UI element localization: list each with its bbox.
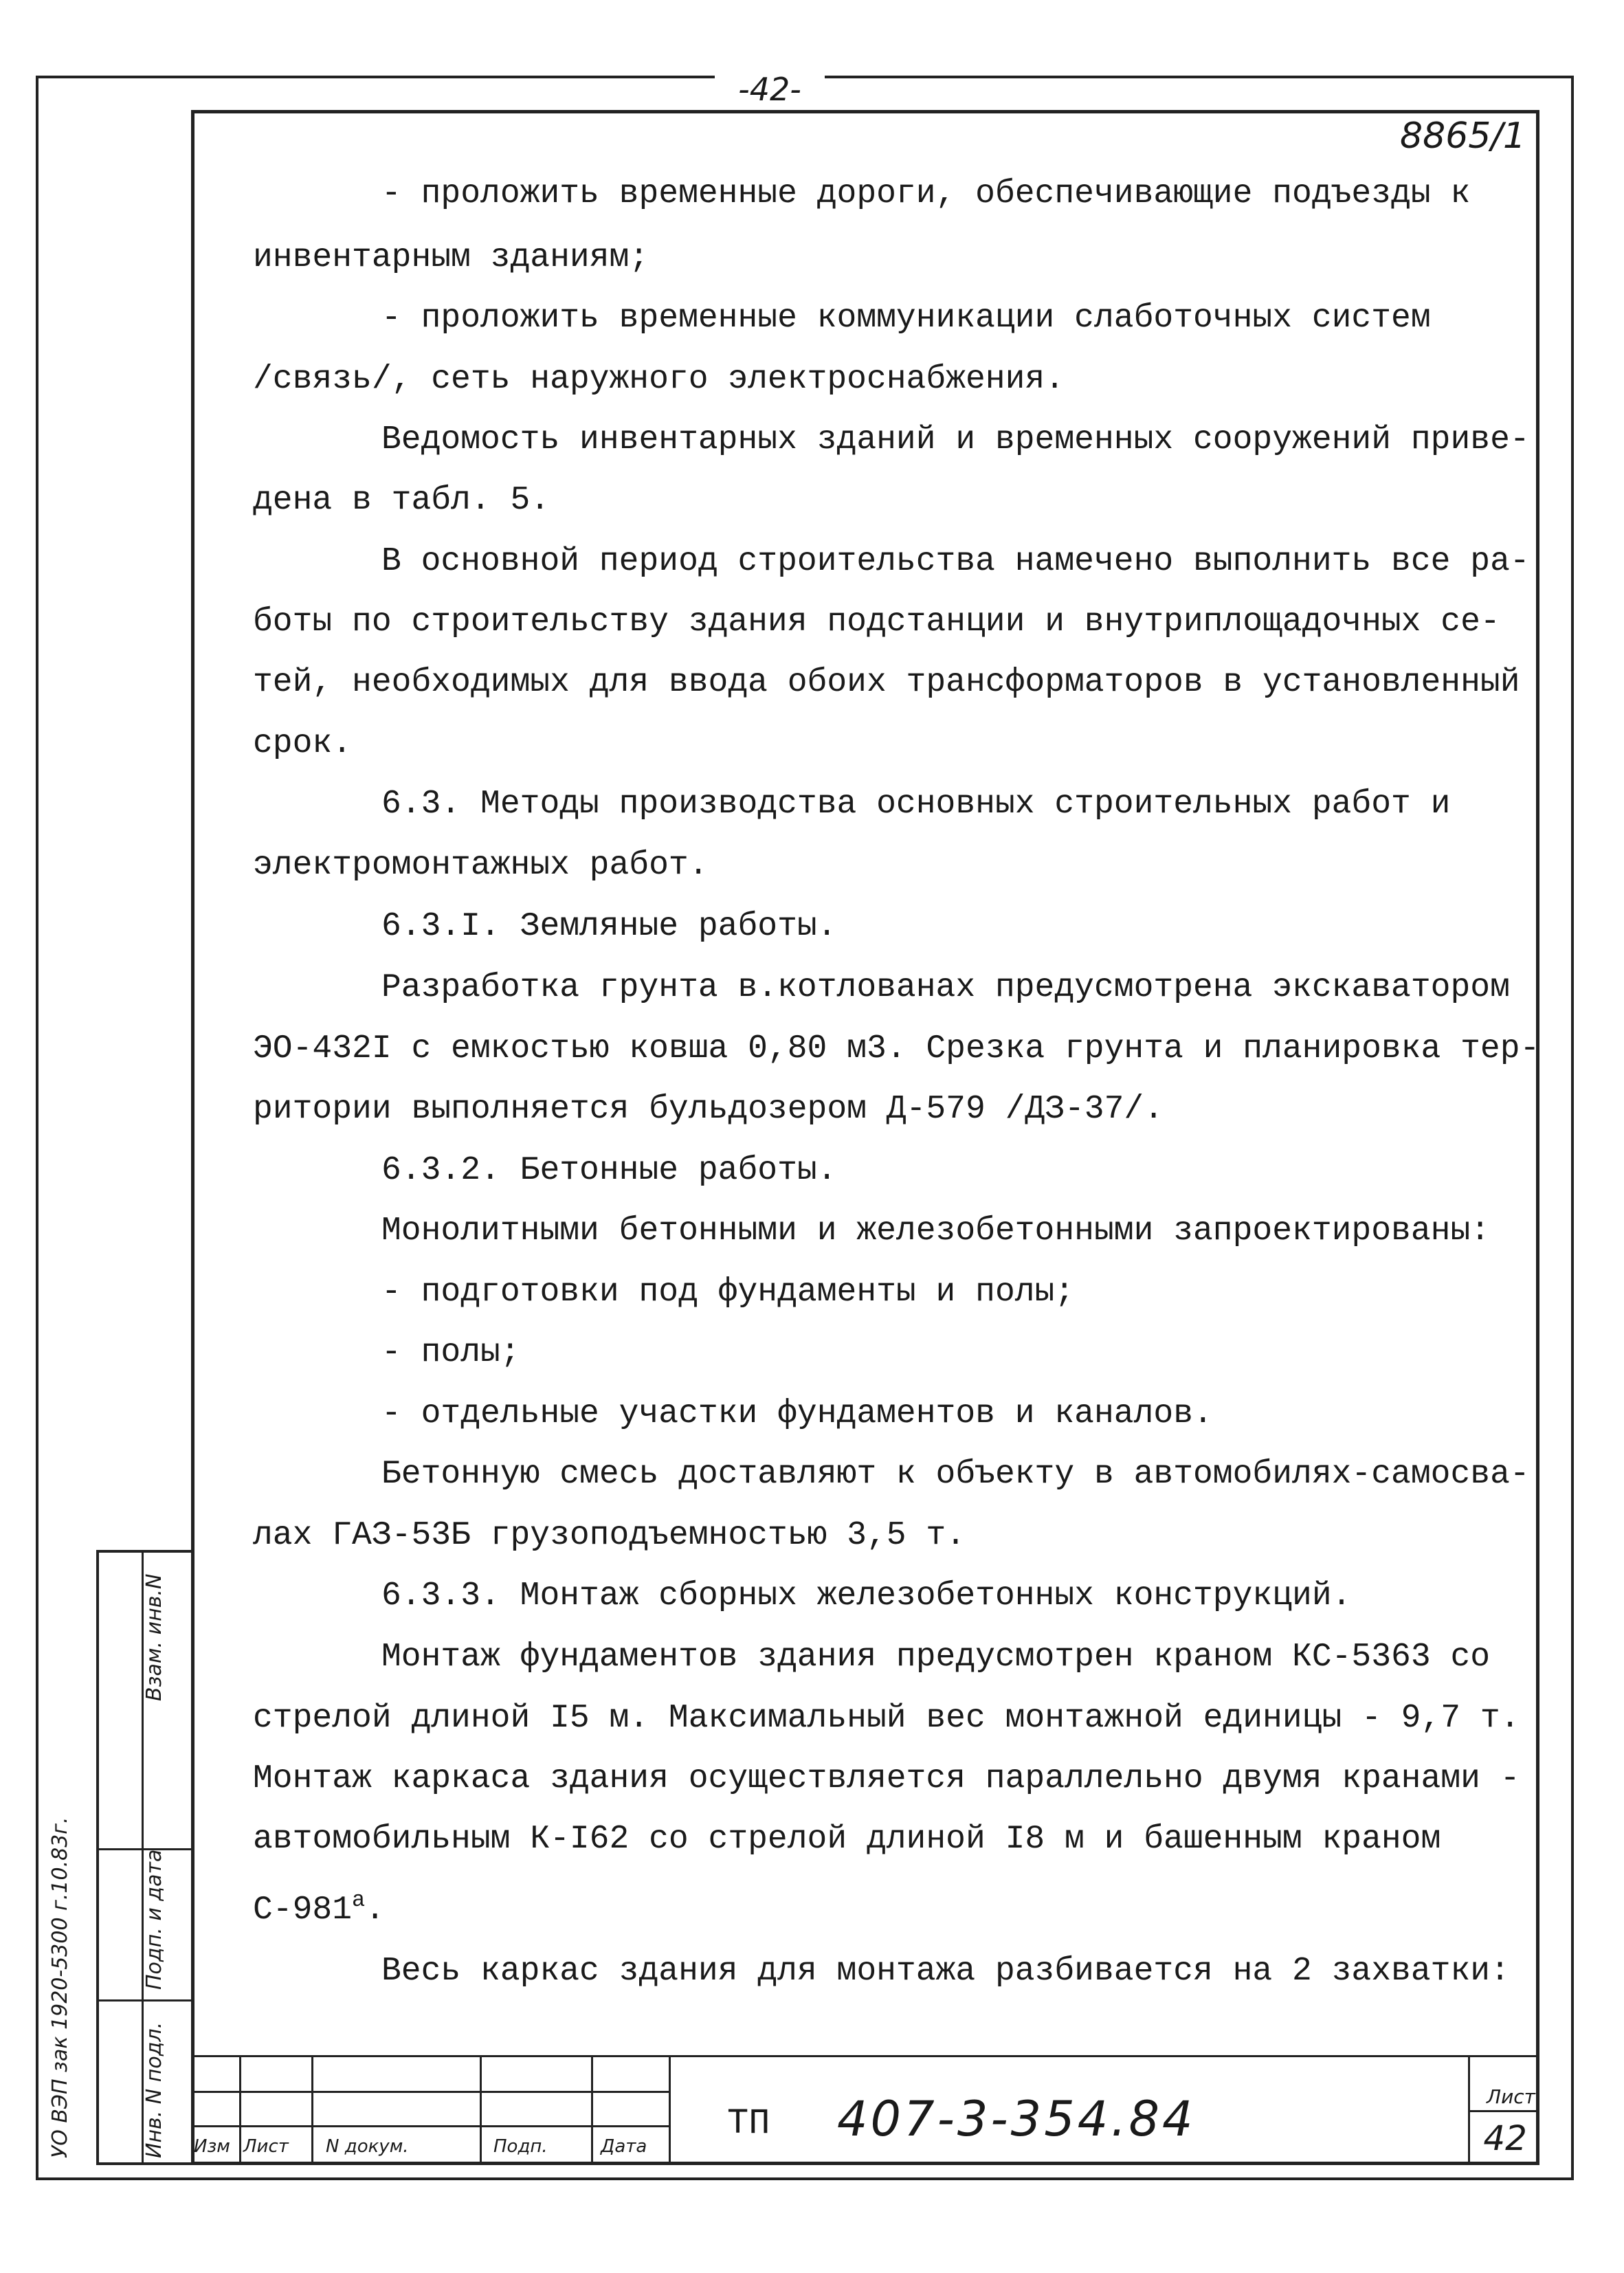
list-item: - подготовки под фундаменты и полы; <box>381 1274 1075 1311</box>
text-line: Весь каркас здания для монтажа разбивается на 2 захватки: <box>381 1953 1510 1990</box>
label-list: Лист <box>243 2136 289 2157</box>
text-line: боты по строительству здания подстанции и внутриплощадочных се- <box>253 603 1500 641</box>
title-block-divider <box>1468 2110 1539 2112</box>
section-heading: электромонтажных работ. <box>253 847 709 884</box>
title-block-divider <box>191 2055 1539 2057</box>
stamp-vzam-inv: Взам. инв.N <box>142 1573 166 1701</box>
title-block-cell <box>239 2055 241 2165</box>
title-block-cell <box>669 2055 671 2165</box>
text-line: срок. <box>253 725 353 762</box>
text-line: - проложить временные коммуникации слаботочных систем <box>381 300 1431 337</box>
title-block <box>191 2055 1539 2165</box>
text-line: Ведомость инвентарных зданий и временных сооружений приве- <box>381 421 1530 458</box>
stamp-archive-note: УО ВЭП зак 1920-5300 г.10.83г. <box>48 1817 72 2158</box>
text-line: Монтаж каркаса здания осуществляется параллельно двумя кранами - <box>253 1760 1520 1797</box>
title-block-cell <box>480 2055 482 2165</box>
section-heading: 6.3.2. Бетонные работы. <box>381 1152 837 1189</box>
text-line: инвентарным зданиям; <box>253 239 649 276</box>
text-line-tail: . <box>365 1892 386 1929</box>
stamp-inv-podl: Инв. N подл. <box>142 2021 166 2158</box>
text-line: Бетонную смесь доставляют к объекту в автомобилях-самосва- <box>381 1456 1530 1493</box>
text-line: - проложить временные дороги, обеспечивающие подъезды к <box>381 175 1471 212</box>
text-line: Разработка грунта в.котлованах предусмотрена экскаватором <box>381 969 1510 1006</box>
label-data: Дата <box>601 2136 647 2157</box>
text-line: дена в табл. 5. <box>253 482 550 519</box>
list-item: - отдельные участки фундаментов и каналов. <box>381 1395 1213 1432</box>
list-item: - полы; <box>381 1334 520 1371</box>
section-heading: 6.3.I. Земляные работы. <box>381 908 837 945</box>
text-line: тей, необходимых для ввода обоих трансформаторов в установленный <box>253 664 1520 701</box>
text-line: ЭО-432I с емкостью ковша 0,80 м3. Срезка грунта и планировка тер- <box>253 1030 1540 1067</box>
text-line: ритории выполняется бульдозером Д-579 /ДЗ-37/. <box>253 1091 1164 1128</box>
document-code: 407-3-354.84 <box>837 2091 1196 2147</box>
stamp-divider <box>99 1999 191 2002</box>
text-line-main: С-981 <box>253 1892 353 1929</box>
title-block-cell <box>591 2055 593 2165</box>
text-line: стрелой длиной I5 м. Максимальный вес монтажной единицы - 9,7 т. <box>253 1700 1520 1737</box>
title-block-divider <box>191 2091 669 2093</box>
text-line: /связь/, сеть наружного электроснабжения. <box>253 361 1065 398</box>
label-podp: Подп. <box>493 2136 548 2157</box>
text-line <box>253 1880 385 1931</box>
text-line: автомобильным К-I62 со стрелой длиной I8 м и башенным краном <box>253 1821 1441 1858</box>
text-line: Монтаж фундаментов здания предусмотрен краном КС-5363 со <box>381 1639 1491 1676</box>
superscript-mark: а <box>352 1887 366 1913</box>
sheet-label: Лист <box>1487 2085 1535 2108</box>
section-heading: 6.3.3. Монтаж сборных железобетонных конструкций. <box>381 1577 1352 1615</box>
title-block-divider <box>191 2125 669 2127</box>
page-marker: -42- <box>715 72 825 107</box>
sheet-number: 42 <box>1483 2118 1527 2158</box>
label-ndokum: N докум. <box>326 2136 409 2157</box>
stamp-podp-data: Подп. и дата <box>142 1849 166 1990</box>
label-izm: Изм <box>194 2136 230 2157</box>
text-line: В основной период строительства намечено выполнить все ра- <box>381 543 1530 580</box>
title-block-cell <box>311 2055 313 2165</box>
code-prefix: ТП <box>727 2103 770 2144</box>
doc-number: 8865/1 <box>1400 115 1526 157</box>
text-line: Монолитными бетонными и железобетонными запроектированы: <box>381 1212 1491 1250</box>
text-line: лах ГАЗ-53Б грузоподъемностью 3,5 т. <box>253 1517 966 1554</box>
section-heading: 6.3. Методы производства основных строительных работ и <box>381 786 1451 823</box>
